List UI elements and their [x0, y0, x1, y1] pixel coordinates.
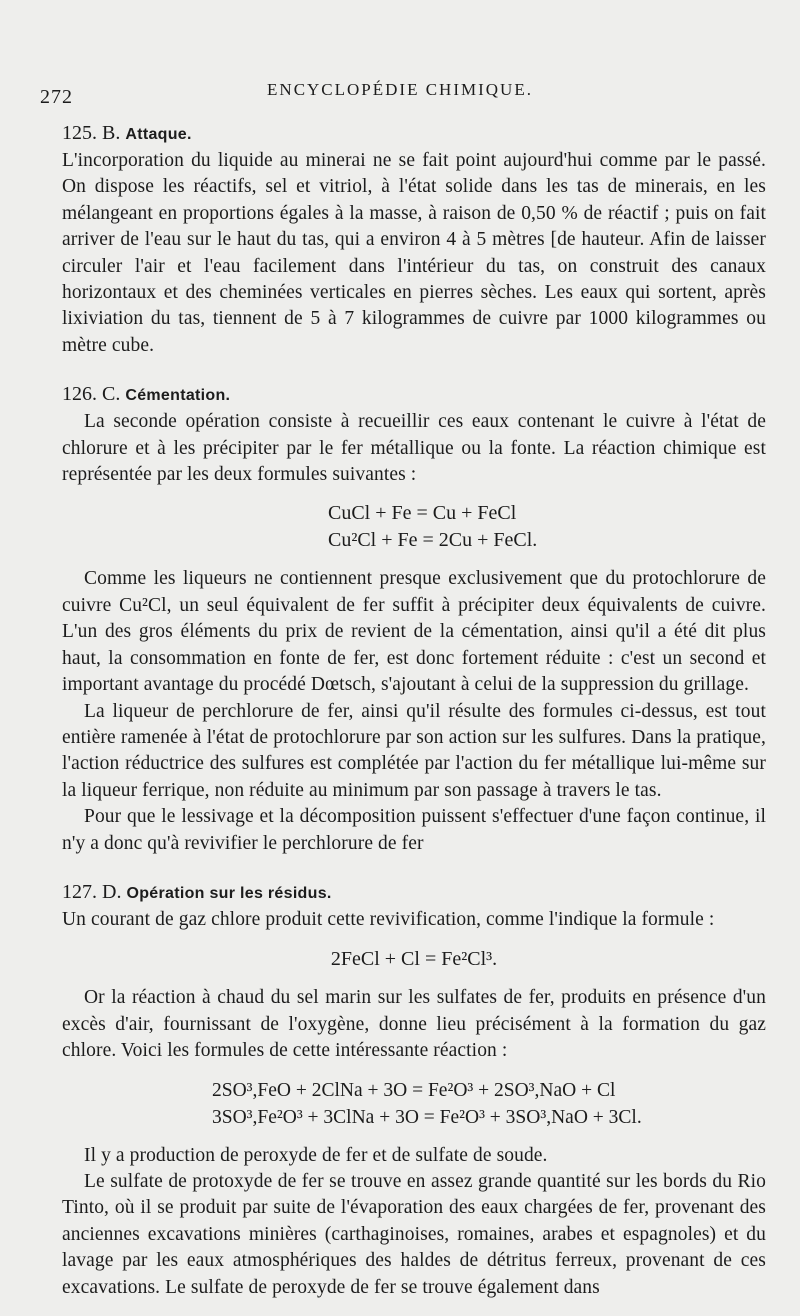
- paragraph: Pour que le lessivage et la décomposition puissent s'effectuer d'une façon continue, il n'y a donc qu'à revivifier le perchlorure de fer: [62, 806, 766, 854]
- running-title: ENCYCLOPÉDIE CHIMIQUE.: [267, 80, 533, 99]
- chemical-formula: 2SO³,FeO + 2ClNa + 3O = Fe²O³ + 2SO³,NaO + Cl: [212, 1079, 616, 1101]
- section-number: 125. B.: [62, 122, 121, 144]
- section-125: [62, 120, 766, 359]
- section-title: Attaque.: [125, 126, 192, 143]
- section-title: Opération sur les résidus.: [126, 884, 332, 902]
- section-number: 126. C.: [62, 383, 121, 406]
- section-number: 127. D.: [62, 880, 122, 903]
- paragraph: Il y a production de peroxyde de fer et de sulfate de soude.: [84, 1144, 548, 1166]
- page-number: 272: [40, 86, 73, 108]
- paragraph: La seconde opération consiste à recueillir ces eaux contenant le cuivre à l'état de chlorure et à les précipiter par le fer métallique ou la fonte. La réaction chimique est représentée par les deux formules suivantes :: [62, 411, 766, 486]
- section-title: Cémentation.: [125, 387, 231, 405]
- chemical-formula: Cu²Cl + Fe = 2Cu + FeCl.: [328, 529, 538, 552]
- paragraph: L'incorporation du liquide au minerai ne se fait point aujourd'hui comme par le passé. On dispose les réactifs, sel et vitriol, à l'état solide dans les tas de minerais, en les mélangeant en proportions égales à la masse, à raison de 0,50 % de réactif ; puis on fait arriver de l'eau sur le haut du tas, qui a environ 4 à 5 mètres [de hauteur. Afin de laisser circuler l'air et l'eau facilement dans l'intérieur du tas, on construit des canaux horizontaux et des cheminées verticales en pierres sèches. Les eaux qui sortent, après lixiviation du tas, tiennent de 5 à 7 kilogrammes de cuivre par 1000 kilogrammes ou mètre cube.: [62, 150, 766, 356]
- chemical-formula: CuCl + Fe = Cu + FeCl: [328, 502, 517, 525]
- page-body: [62, 120, 766, 1301]
- paragraph: La liqueur de perchlorure de fer, ainsi qu'il résulte des formules ci-dessus, est tout entière ramenée à l'état de protochlorure par son action sur les sulfures. Dans la pratique, l'action réductrice des sulfures est complétée par l'action du fer métallique lui-même sur la liqueur ferrique, non réduite au minimum par son passage à travers le tas.: [62, 700, 766, 801]
- section-126: [62, 381, 766, 857]
- paragraph: Le sulfate de protoxyde de fer se trouve en assez grande quantité sur les bords du Rio Tinto, où il se produit par suite de l'évaporation des eaux chargées de fer, provenant des anciennes excavations minières (carthaginoises, romaines, arabes et espagnoles) et du lavage par les eaux atmosphériques des haldes de détritus ferreux, provenant de ces excavations. Le sulfate de peroxyde de fer se trouve également dans: [62, 1170, 766, 1298]
- section-heading-127: [62, 879, 766, 907]
- paragraph: Or la réaction à chaud du sel marin sur les sulfates de fer, produits en présence d'un excès d'air, fournissant de l'oxygène, donne lieu précisément à la formation du gaz chlore. Voici les formules de cette intéressante réaction :: [62, 987, 766, 1062]
- paragraph: Comme les liqueurs ne contiennent presque exclusivement que du protochlorure de cuivre Cu²Cl, un seul équivalent de fer suffit à précipiter deux équivalents de cuivre. L'un des gros éléments du prix de revient de la cémentation, ainsi qu'il a été dit plus haut, la consommation en fonte de fer, est donc fortement réduite : c'est un second et important avantage du procédé Dœtsch, s'ajoutant à celui de la suppression du grillage.: [62, 568, 766, 696]
- paragraph: Un courant de gaz chlore produit cette revivification, comme l'indique la formule :: [62, 908, 715, 930]
- section-127: [62, 879, 766, 1301]
- chemical-formula: 2FeCl + Cl = Fe²Cl³.: [330, 948, 498, 971]
- chemical-formula: 3SO³,Fe²O³ + 3ClNa + 3O = Fe²O³ + 3SO³,NaO + 3Cl.: [212, 1106, 642, 1128]
- section-heading-125: [62, 120, 766, 148]
- section-heading-126: [62, 381, 766, 409]
